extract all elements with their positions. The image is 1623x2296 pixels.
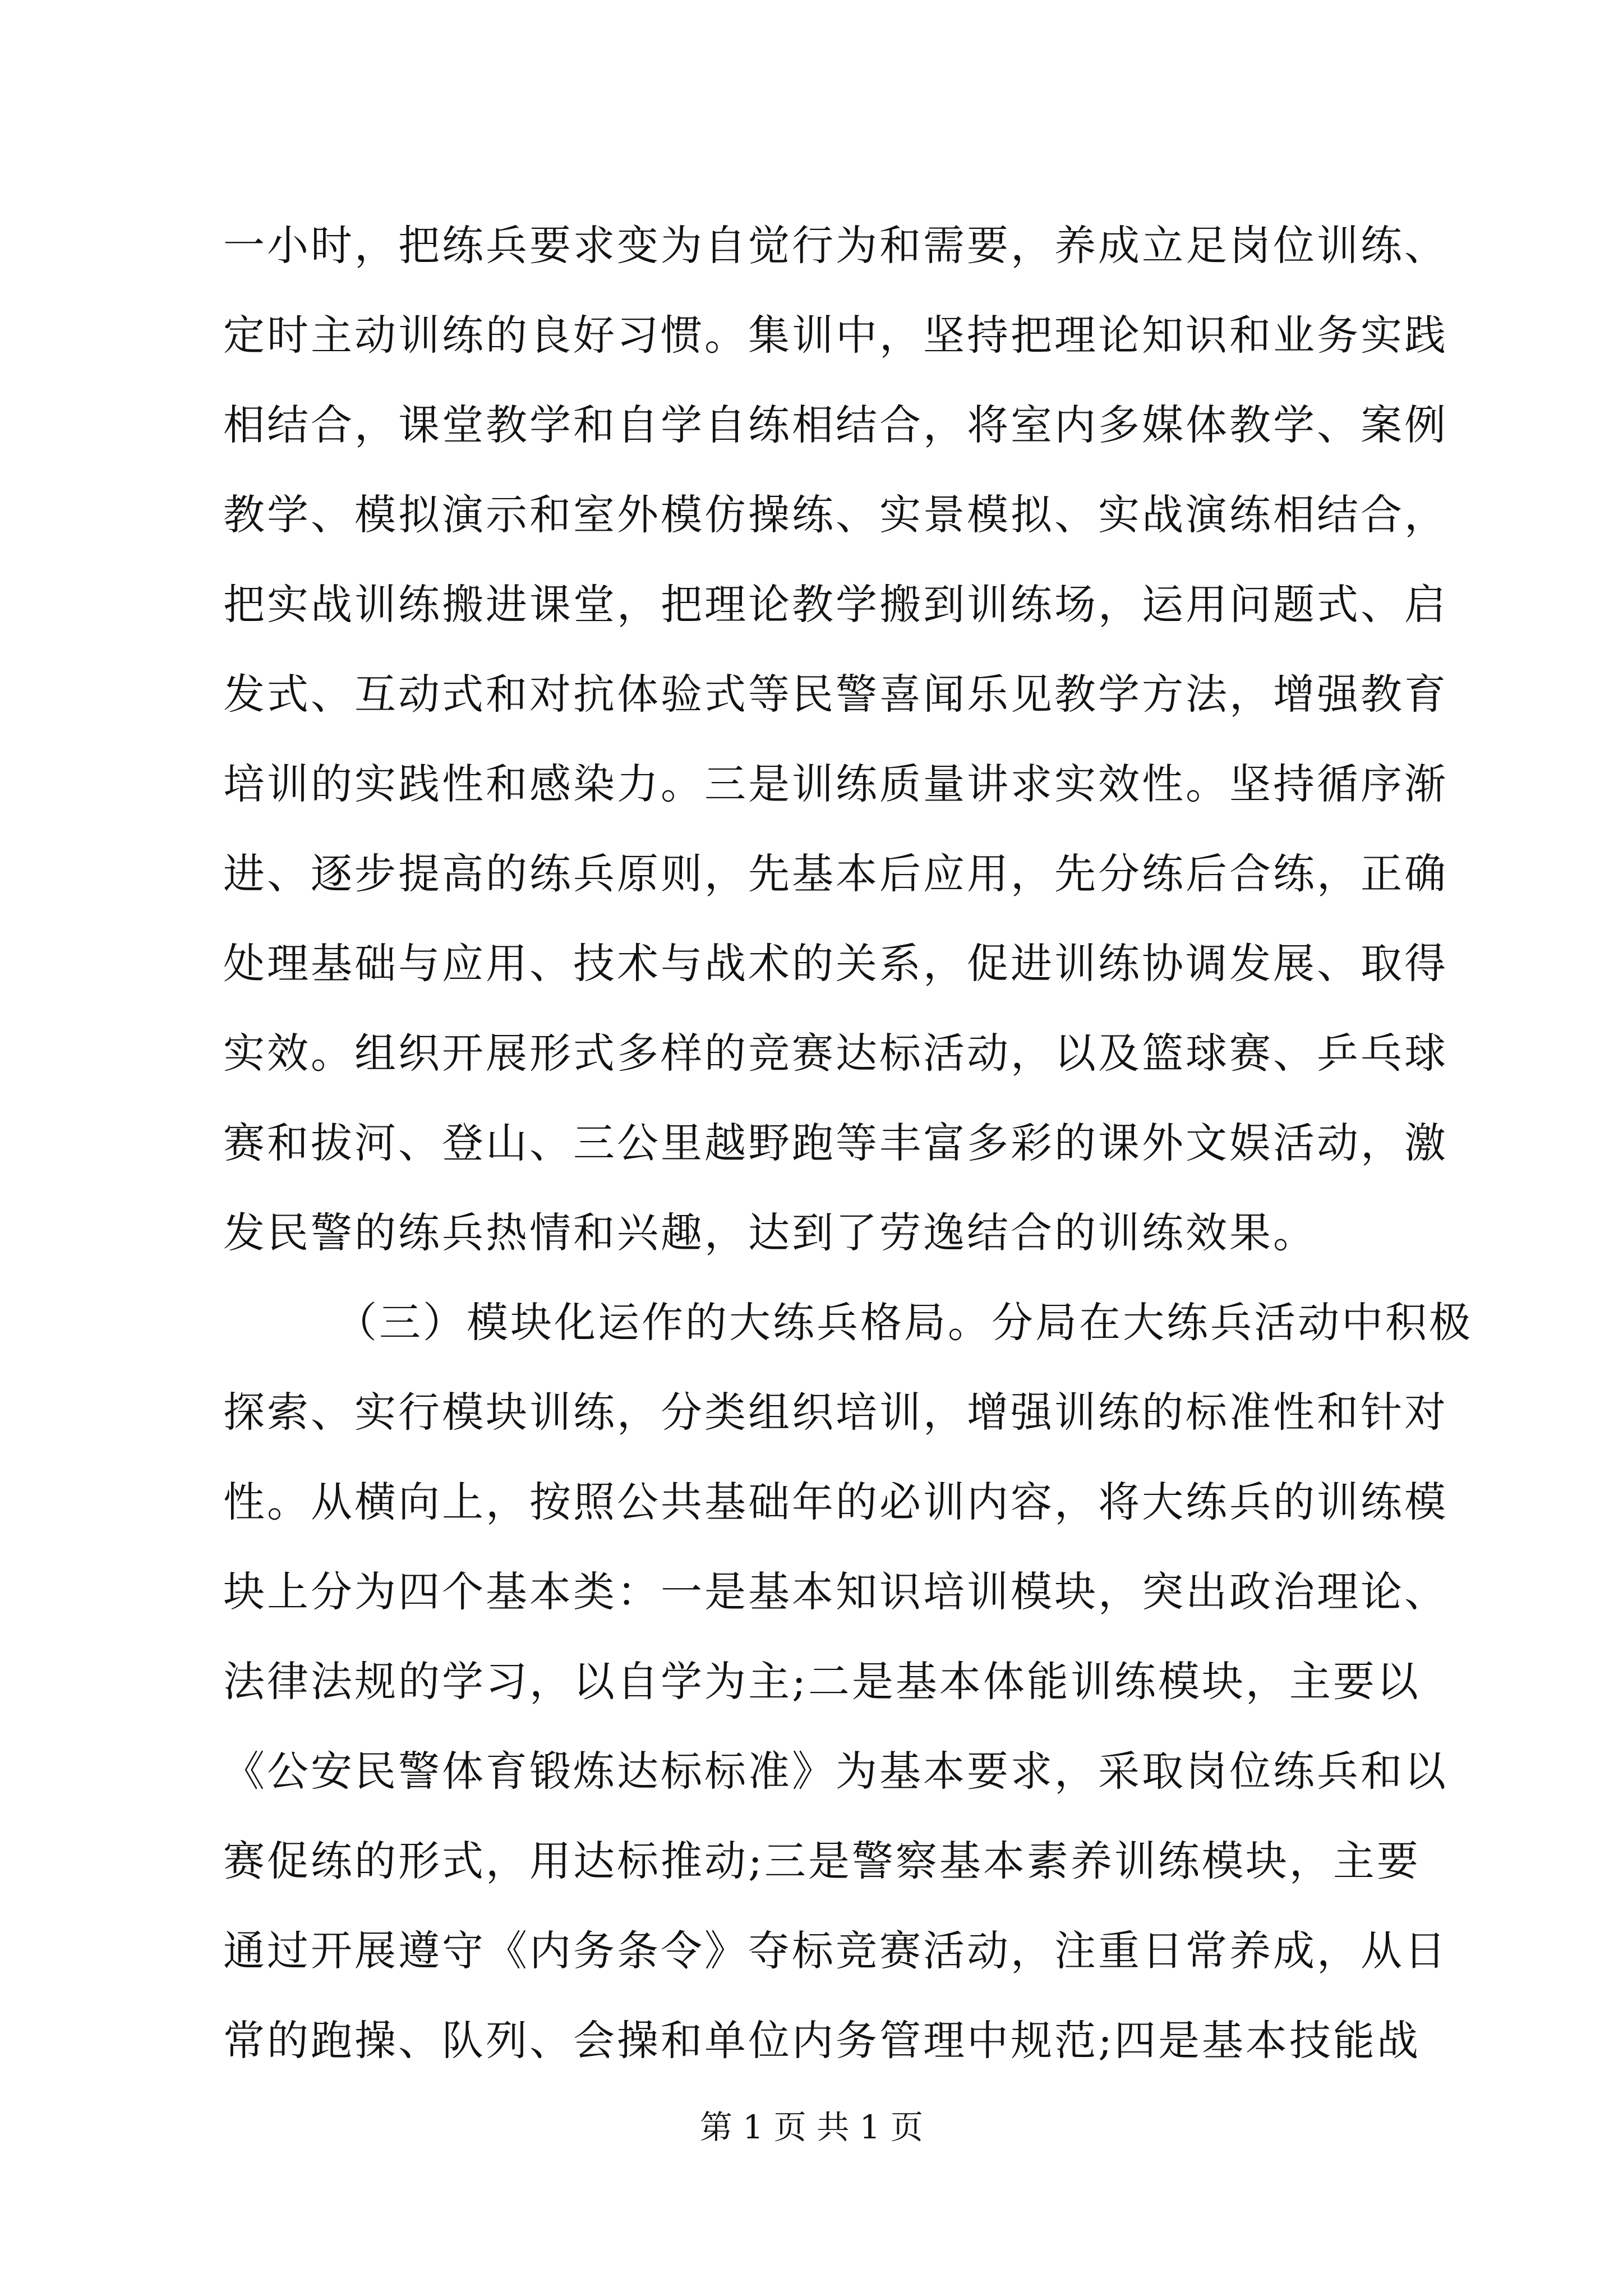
text-line: 块上分为四个基本类：一是基本知识培训模块，突出政治理论、	[223, 1568, 1448, 1616]
text-line: 实效。组织开展形式多样的竞赛达标活动，以及篮球赛、乒乓球	[223, 1029, 1448, 1078]
section-heading-line: （三）模块化运作的大练兵格局。分局在大练兵活动中积极	[335, 1299, 1473, 1347]
text-line: 常的跑操、队列、会操和单位内务管理中规范;四是基本技能战	[223, 2017, 1421, 2065]
text-line: 赛和拔河、登山、三公里越野跑等丰富多彩的课外文娱活动，激	[223, 1119, 1448, 1167]
text-line: 法律法规的学习，以自学为主;二是基本体能训练模块，主要以	[223, 1658, 1421, 1706]
text-line: 培训的实践性和感染力。三是训练质量讲求实效性。坚持循序渐	[223, 760, 1448, 808]
text-line: 发式、互动式和对抗体验式等民警喜闻乐见教学方法，增强教育	[223, 670, 1448, 719]
text-line: 发民警的练兵热情和兴趣，达到了劳逸结合的训练效果。	[223, 1209, 1317, 1257]
text-line: 性。从横向上，按照公共基础年的必训内容，将大练兵的训练模	[223, 1478, 1448, 1526]
text-line: 把实战训练搬进课堂，把理论教学搬到训练场，运用问题式、启	[223, 581, 1448, 629]
text-line: 赛促练的形式，用达标推动;三是警察基本素养训练模块，主要	[223, 1837, 1421, 1885]
text-line: 探索、实行模块训练，分类组织培训，增强训练的标准性和针对	[223, 1388, 1448, 1437]
text-line: 通过开展遵守《内务条令》夺标竞赛活动，注重日常养成，从日	[223, 1927, 1448, 1975]
text-line: 相结合，课堂教学和自学自练相结合，将室内多媒体教学、案例	[223, 401, 1448, 449]
text-line: 一小时，把练兵要求变为自觉行为和需要，养成立足岗位训练、	[223, 222, 1448, 270]
text-line: 处理基础与应用、技术与战术的关系，促进训练协调发展、取得	[223, 940, 1448, 988]
page-number-footer: 第 1 页 共 1 页	[700, 2108, 923, 2146]
text-line: 进、逐步提高的练兵原则，先基本后应用，先分练后合练，正确	[223, 850, 1448, 898]
text-line: 定时主动训练的良好习惯。集训中，坚持把理论知识和业务实践	[223, 311, 1448, 360]
text-line: 《公安民警体育锻炼达标标准》为基本要求，采取岗位练兵和以	[223, 1747, 1448, 1796]
text-line: 教学、模拟演示和室外模仿操练、实景模拟、实战演练相结合，	[223, 491, 1448, 539]
